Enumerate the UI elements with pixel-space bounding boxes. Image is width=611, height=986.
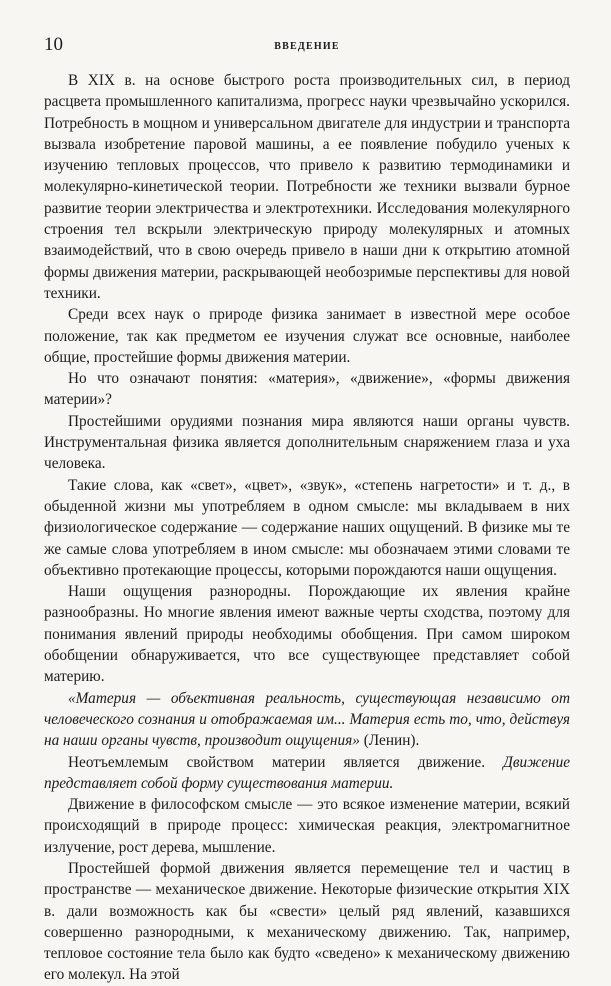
quote-text: «Материя — объективная реальность, существующая независимо от человеческого сознания и отображаемая им... Материя есть то, что, действуя на наши органы чувств, производит ощущения»	[44, 689, 570, 750]
motion-paragraph	[44, 752, 570, 795]
paragraph: Среди всех наук о природе физика занимает в известной мере особое положение, так как предметом ее изучения служат все основные, наиболее общие, простейшие формы движения материи.	[44, 306, 570, 366]
paragraph: Такие слова, как «свет», «цвет», «звук», «степень нагретости» и т. д., в обыденной жизни мы употребляем в одном смысле: мы вкладываем в них физиологическое содержание — содержание наших ощущений. В физике мы те же самые слова употребляем в ином смысле: мы обозначаем этими словами те объективно протекающие процессы, которыми порождаются наши ощущения.	[44, 476, 570, 579]
page-header	[44, 34, 570, 60]
paragraph: Движение в философском смысле — это всякое изменение материи, всякий происходящий в природе процесс: химическая реакция, электромагнитное излучение, рост дерева, мышление.	[44, 796, 570, 856]
paragraph: Простейшей формой движения является перемещение тел и частиц в пространстве — механическое движение. Некоторые физические открытия XIX в. дали возможность как бы «свести» целый ряд явлений, казавшихся совершенно разнородными, к механическому движению. Так, например, тепловое состояние тела было как будто «сведено» к механическому движению его молекул. На этой	[44, 859, 570, 984]
book-page	[44, 34, 570, 986]
paragraph: Простейшими орудиями познания мира являются наши органы чувств. Инструментальная физика является дополнительным снаряжением глаза и уха человека.	[44, 412, 570, 473]
quote-source: (Ленин).	[363, 732, 420, 750]
page-body	[44, 70, 570, 986]
paragraph: Но что означают понятия: «материя», «движение», «формы движения материи»?	[44, 370, 570, 409]
paragraph: В XIX в. на основе быстрого роста производительных сил, в период расцвета промышленного капитализма, прогресс науки чрезвычайно ускорился. Потребность в мощном и универсальном двигателе для индустрии и транспорта вызвала изобретение паровой машины, а ее появление побудило ученых к изучению тепловых процессов, что привело к развитию термодинамики и молекулярно-кинетической теории. Потребности же техники вызвали бурное развитие теории электричества и электротехники. Исследования молекулярного строения тел вскрыли электрическую природу молекулярных и атомных взаимодействий, что в свою очередь привело в наши дни к открытию атомной формы движения материи, раскрывающей необозримые перспективы для новой техники.	[44, 72, 570, 302]
page-number: 10	[44, 34, 63, 55]
motion-emphasis: Движение представляет собой форму существования материи.	[44, 753, 571, 792]
paragraph: Наши ощущения разнородны. Порождающие их явления крайне разнообразны. Но многие явления имеют важные черты сходства, поэтому для понимания явлений природы необходимы обобщения. При самом широком обобщении обнаруживается, что все существующее представляет собой материю.	[44, 583, 570, 686]
motion-lead: Неотъемлемым свойством материи является движение.	[68, 753, 486, 771]
lenin-quote	[44, 688, 570, 752]
running-head: ВВЕДЕНИЕ	[274, 41, 340, 52]
